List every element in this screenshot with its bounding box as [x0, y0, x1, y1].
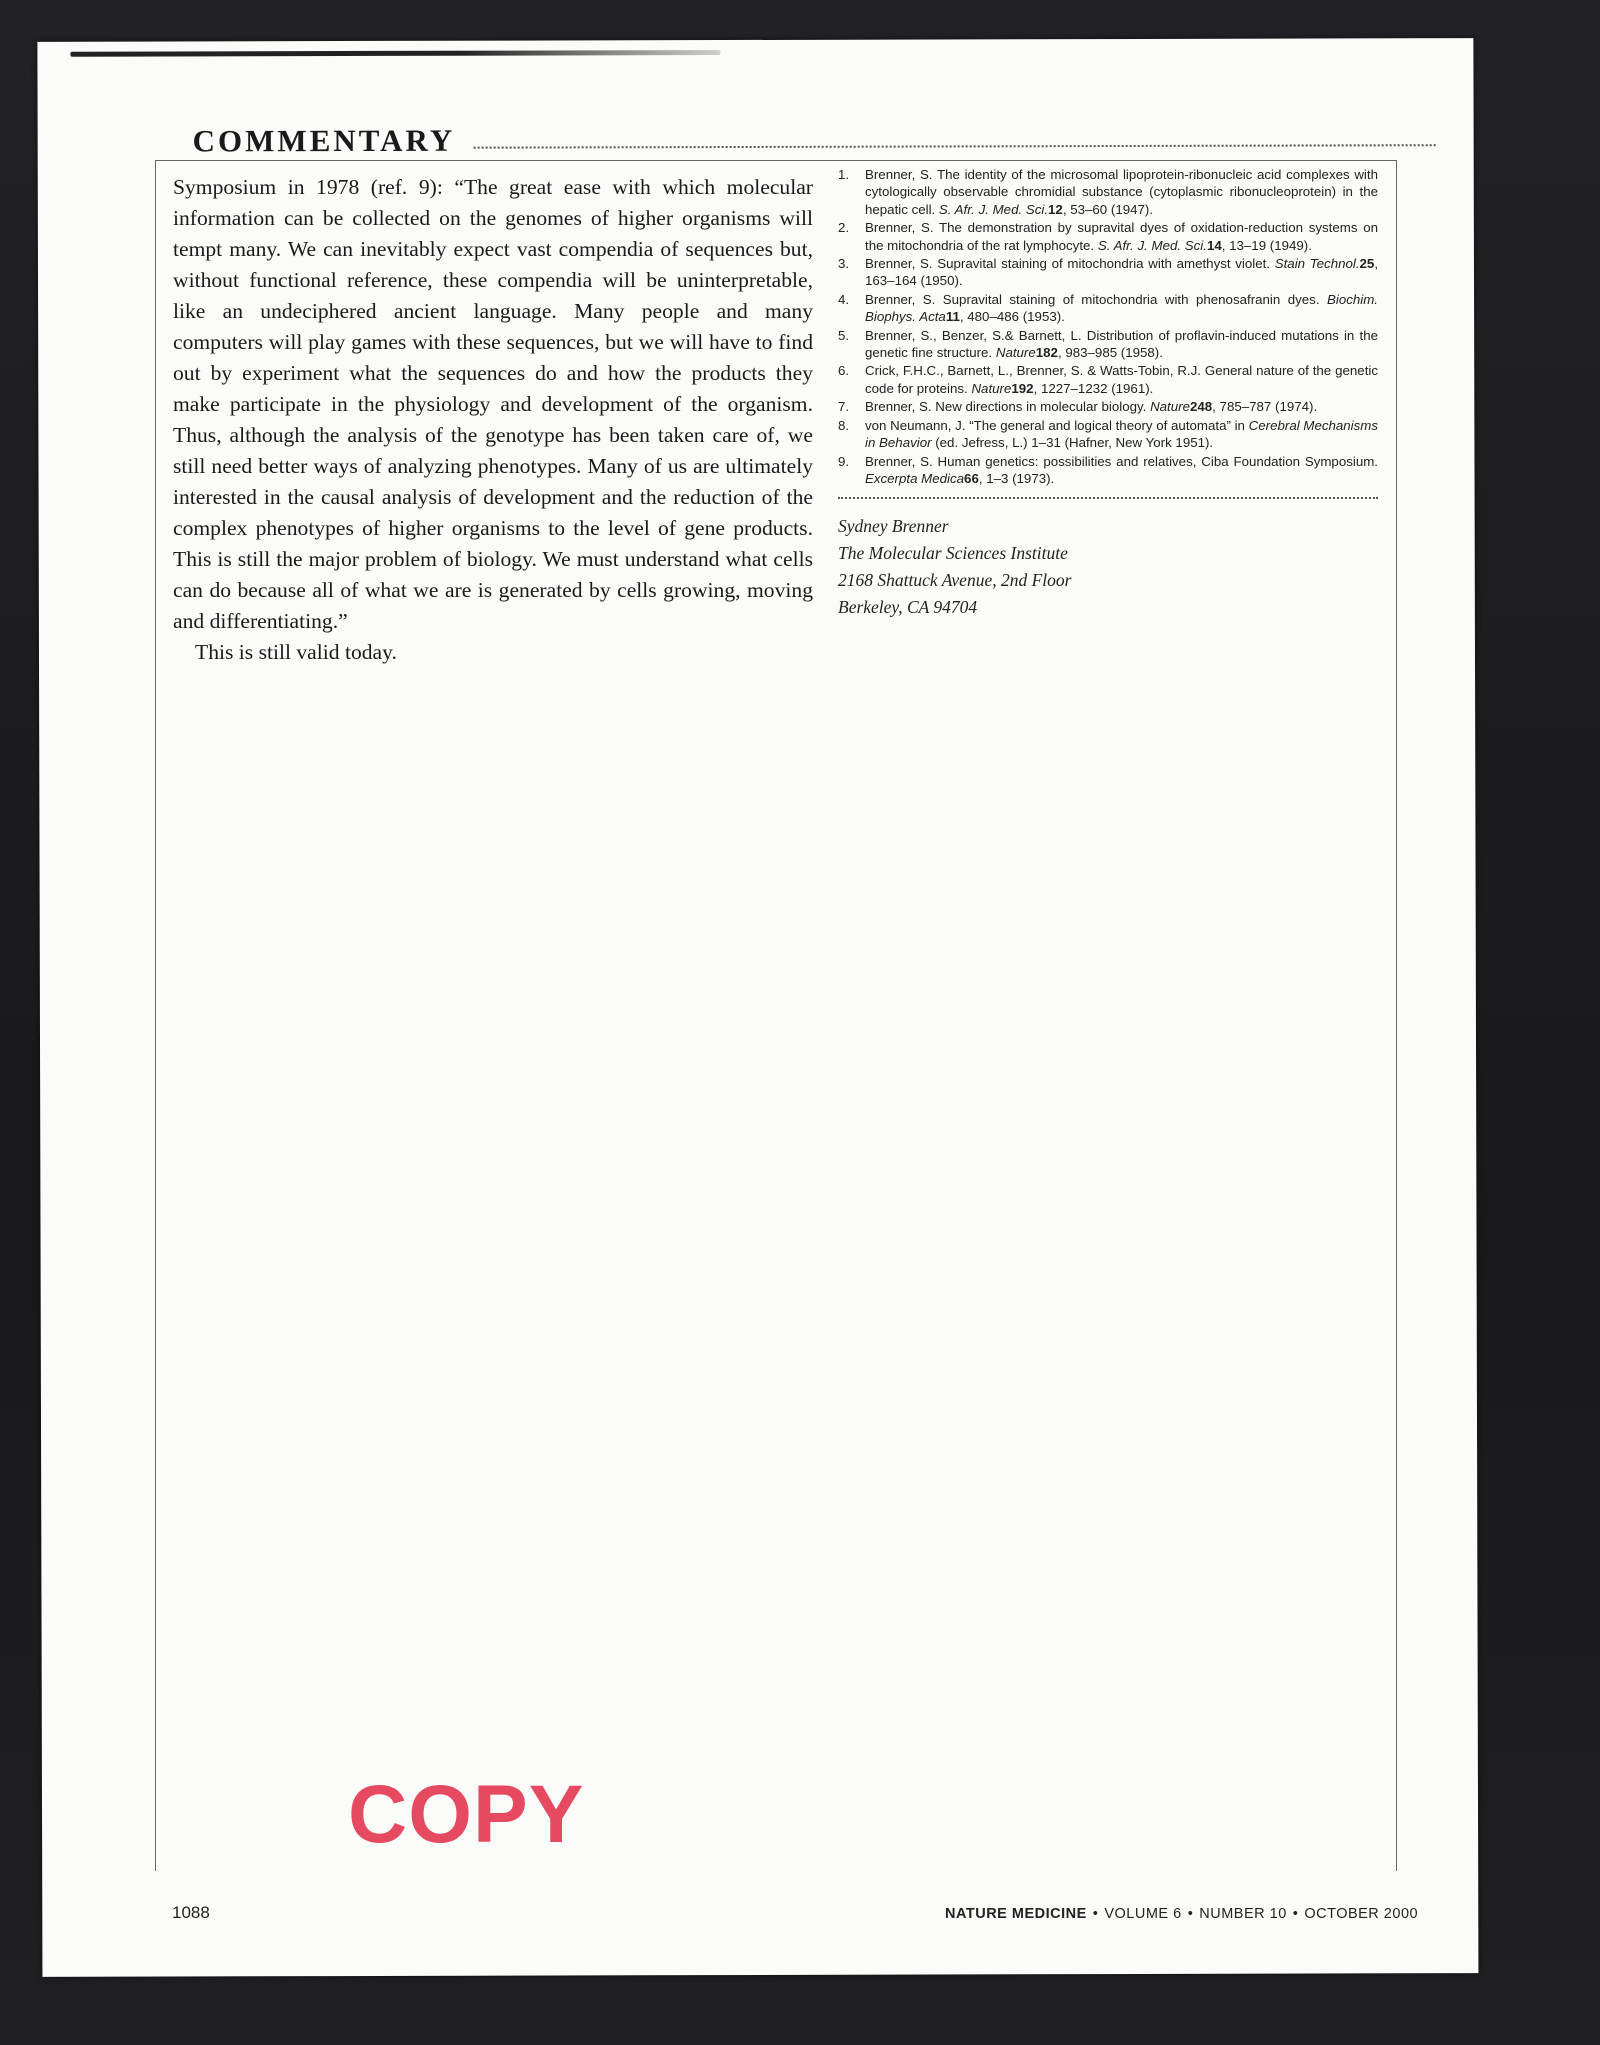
reference-number: 9. — [838, 453, 850, 469]
reference-title: Supravital staining of mitochondria with amethyst violet. — [937, 256, 1271, 272]
reference-number: 8. — [838, 417, 850, 433]
footer-number: NUMBER 10 — [1199, 1906, 1287, 1922]
reference-journal: Nature — [971, 380, 1012, 396]
reference-journal: Stain Technol. — [1274, 256, 1360, 272]
reference-list — [838, 166, 1378, 487]
footer-separator: • — [1187, 1906, 1194, 1922]
reference-journal: Biochim. Biophys. Acta — [865, 291, 1378, 325]
reference-volume: 11 — [945, 309, 960, 325]
copy-stamp: COPY — [348, 1769, 585, 1860]
body-column — [173, 172, 813, 668]
reference-pages: , 983–985 (1958). — [1057, 345, 1163, 361]
author-institution: The Molecular Sciences Institute — [838, 543, 1068, 564]
footer-separator: • — [1092, 1906, 1099, 1922]
reference-authors: Brenner, S. — [865, 291, 936, 307]
reference-authors: Brenner, S., Benzer, S.& Barnett, L. — [865, 327, 1082, 343]
reference-item — [838, 327, 1378, 362]
reference-journal: Nature — [1150, 399, 1190, 415]
reference-journal: Cerebral Mechanisms in Behavior — [865, 417, 1378, 451]
reference-item — [838, 417, 1378, 452]
reference-title: The demonstration by supravital dyes of oxidation-reduction systems on the mitochondria of the rat lymphocyte. — [865, 220, 1378, 253]
reference-authors: Brenner, S. — [865, 220, 934, 236]
reference-authors: Brenner, S. — [865, 167, 933, 182]
reference-item — [838, 255, 1378, 290]
reference-number: 4. — [838, 291, 850, 307]
reference-title: Distribution of proflavin-induced mutations in the genetic fine structure. — [865, 327, 1378, 361]
reference-title: Human genetics: possibilities and relatives, Ciba Foundation Symposium. — [937, 453, 1378, 469]
section-label: COMMENTARY — [192, 122, 456, 159]
journal-footer — [945, 1906, 1419, 1922]
reference-pages: (ed. Jefress, L.) 1–31 (Hafner, New York 1951). — [931, 435, 1214, 451]
reference-authors: Crick, F.H.C., Barnett, L., Brenner, S. & Watts-Tobin, R.J. — [865, 363, 1201, 379]
reference-pages: , 480–486 (1953). — [959, 309, 1065, 325]
footer-journal-name: NATURE MEDICINE — [945, 1906, 1087, 1922]
reference-title: “The general and logical theory of automata” in — [969, 417, 1245, 433]
reference-journal: S. Afr. J. Med. Sci. — [938, 201, 1049, 217]
footer-volume: VOLUME 6 — [1104, 1906, 1182, 1922]
body-paragraph: This is still valid today. — [195, 640, 397, 664]
reference-pages: , 13–19 (1949). — [1221, 237, 1312, 253]
reference-pages: , 163–164 (1950). — [865, 256, 1379, 289]
author-street: 2168 Shattuck Avenue, 2nd Floor — [838, 570, 1072, 591]
reference-item — [838, 453, 1378, 488]
author-city: Berkeley, CA 94704 — [838, 597, 978, 618]
reference-authors: Brenner, S. — [865, 256, 933, 272]
reference-number: 2. — [838, 220, 850, 236]
reference-title: New directions in molecular biology. — [935, 399, 1147, 415]
reference-authors: Brenner, S. — [865, 399, 932, 415]
author-address — [838, 513, 1378, 621]
reference-volume: 25 — [1359, 256, 1375, 272]
reference-authors: von Neumann, J. — [865, 417, 966, 433]
reference-title: The identity of the microsomal lipoprotein-ribonucleic acid complexes with cytologically observable chromidial substance (cytoplasmic ribonucleoprotein) in the hepatic cell. — [865, 167, 1378, 217]
reference-journal: S. Afr. J. Med. Sci. — [1097, 237, 1207, 253]
reference-number: 5. — [838, 327, 850, 343]
reference-pages: , 1–3 (1973). — [978, 470, 1055, 486]
reference-volume: 66 — [964, 470, 979, 486]
footer-separator: • — [1292, 1906, 1299, 1922]
reference-pages: , 1227–1232 (1961). — [1033, 380, 1154, 396]
reference-journal: Nature — [995, 345, 1036, 361]
references-column — [838, 166, 1378, 621]
reference-number: 1. — [838, 167, 850, 182]
reference-volume: 182 — [1035, 345, 1058, 361]
reference-journal: Excerpta Medica — [865, 470, 965, 486]
reference-title: Supravital staining of mitochondria with phenosafranin dyes. — [942, 291, 1320, 307]
reference-pages: , 785–787 (1974). — [1212, 399, 1318, 415]
reference-number: 3. — [838, 256, 850, 272]
footer-date: OCTOBER 2000 — [1304, 1906, 1419, 1922]
reference-number: 7. — [838, 399, 850, 415]
reference-item — [838, 166, 1378, 218]
reference-number: 6. — [838, 363, 850, 379]
section-dotted-rule — [474, 144, 1436, 149]
body-paragraph: Symposium in 1978 (ref. 9): “The great ease with which molecular information can be collected on the genomes of higher organisms will tempt many. We can inevitably expect vast compendia of sequences but, without functional reference, these compendia will be uninterpretable, like an undeciphered ancient language. Many people and many computers will play games with these sequences, but we will have to find out by experiment what the sequences do and how the products they make participate in the physiology and development of the organism. Thus, although the analysis of the genotype has been taken care of, we still need better ways of analyzing phenotypes. Many of us are ultimately interested in the causal analysis of development and the reduction of the complex phenotypes of higher organisms to the level of gene products. This is still the major problem of biology. We must understand what cells can do because all of what we are is generated by cells growing, moving and differentiating.” — [173, 175, 813, 633]
author-name: Sydney Brenner — [838, 516, 949, 537]
page-number: 1088 — [172, 1903, 210, 1922]
reference-volume: 248 — [1189, 399, 1213, 415]
reference-title: General nature of the genetic code for proteins. — [865, 363, 1378, 396]
reference-item — [838, 398, 1378, 415]
reference-authors: Brenner, S. — [865, 453, 933, 469]
reference-volume: 12 — [1048, 201, 1063, 217]
reference-item — [838, 219, 1378, 254]
reference-divider — [838, 497, 1378, 499]
reference-pages: , 53–60 (1947). — [1062, 201, 1154, 217]
reference-volume: 192 — [1011, 380, 1034, 396]
reference-volume: 14 — [1206, 237, 1222, 253]
reference-item — [838, 291, 1378, 326]
reference-item — [838, 362, 1378, 397]
header-rule — [70, 50, 720, 57]
